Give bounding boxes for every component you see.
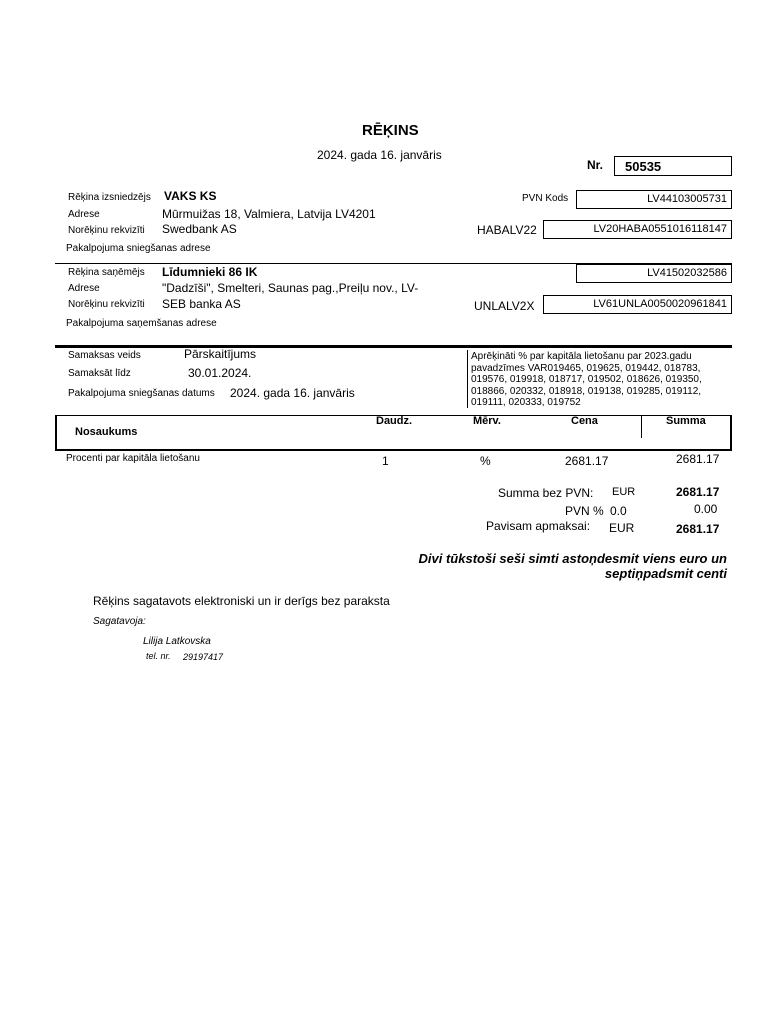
- row-sum: 2681.17: [676, 452, 720, 466]
- row-unit: %: [480, 454, 491, 468]
- note-divider: [467, 350, 468, 408]
- issuer-name: VAKS KS: [164, 189, 217, 203]
- receiver-bank-label: Norēķinu rekvizīti: [68, 299, 145, 310]
- tel-number: 29197417: [183, 652, 224, 662]
- issuer-iban: LV20HABA0551016118147: [593, 223, 727, 235]
- issuer-vat-code: LV44103005731: [647, 193, 727, 205]
- vat-rate: 0.0: [610, 504, 627, 518]
- tel-label: tel. nr.: [146, 651, 171, 661]
- invoice-number: 50535: [625, 159, 662, 174]
- vat-rate-label: PVN %: [565, 504, 604, 518]
- due-date: 30.01.2024.: [188, 366, 252, 380]
- receiver-bank: SEB banka AS: [162, 297, 241, 311]
- row-name: Procenti par kapitāla lietošanu: [66, 453, 200, 464]
- receiver-iban: LV61UNLA0050020961841: [593, 298, 727, 310]
- issuer-iban-box: [543, 220, 732, 239]
- payment-note-line: 019576, 019918, 018717, 019502, 018626, 019350,: [471, 374, 702, 385]
- receiver-address-label: Adrese: [68, 283, 100, 294]
- payment-method: Pārskaitījums: [184, 347, 257, 361]
- invoice-title: RĒĶINS: [362, 122, 419, 139]
- table-header: [55, 415, 732, 451]
- prepared-by: Lilija Latkovska: [143, 636, 211, 647]
- thick-divider: [55, 345, 732, 348]
- issuer-swift: HABALV22: [477, 223, 537, 237]
- payment-note-line: 018866, 020332, 018918, 019138, 019285, 019112,: [471, 385, 702, 397]
- issuer-address: Mūrmuižas 18, Valmiera, Latvija LV4201: [162, 207, 376, 221]
- total-currency: EUR: [609, 521, 635, 535]
- issuer-vat-box: [576, 190, 732, 209]
- receiver-address: "Dadzīši", Smelteri, Saunas pag.,Preiļu nov., LV-: [162, 281, 419, 295]
- issuer-address-label: Adrese: [68, 209, 100, 220]
- payment-note: [471, 351, 702, 409]
- receiver-label: Rēķina saņēmējs: [68, 267, 145, 278]
- subtotal-currency: EUR: [612, 486, 636, 498]
- row-qty: 1: [382, 454, 389, 468]
- receiver-vat-code: LV41502032586: [647, 267, 727, 279]
- vat-amount: 0.00: [694, 502, 718, 516]
- invoice-date: 2024. gada 16. janvāris: [317, 148, 442, 162]
- invoice-number-label: Nr.: [587, 158, 604, 172]
- prepared-label: Sagatavoja:: [93, 616, 146, 627]
- row-price: 2681.17: [565, 454, 609, 468]
- col-header-price: Cena: [571, 415, 598, 427]
- service-date-label: Pakalpojuma sniegšanas datums: [68, 388, 215, 399]
- receiver-service-address-label: Pakalpojuma saņemšanas adrese: [66, 318, 217, 329]
- receiver-vat-box: [576, 264, 732, 283]
- subtotal-value: 2681.17: [676, 485, 720, 499]
- issuer-service-address-label: Pakalpojuma sniegšanas adrese: [66, 243, 211, 254]
- col-header-qty: Daudz.: [376, 415, 413, 427]
- total-value: 2681.17: [676, 522, 720, 536]
- col-header-name: Nosaukums: [75, 426, 138, 438]
- total-in-words: [419, 551, 727, 581]
- due-date-label: Samaksāt līdz: [68, 368, 131, 379]
- payment-note-line: pavadzīmes VAR019465, 019625, 019442, 018783,: [471, 362, 701, 374]
- col-divider: [641, 416, 642, 438]
- total-in-words-line: septiņpadsmit centi: [604, 566, 727, 581]
- electronic-note: Rēķins sagatavots elektroniski un ir derīgs bez paraksta: [93, 594, 390, 608]
- issuer-bank: Swedbank AS: [162, 222, 237, 236]
- col-header-unit: Mērv.: [473, 415, 501, 427]
- invoice-number-box: [614, 156, 732, 176]
- total-label: Pavisam apmaksai:: [486, 519, 591, 533]
- payment-method-label: Samaksas veids: [68, 350, 141, 361]
- receiver-name: Līdumnieki 86 IK: [162, 265, 258, 279]
- total-in-words-line: Divi tūkstoši seši simti astoņdesmit viens euro un: [418, 551, 727, 566]
- subtotal-label: Summa bez PVN:: [498, 486, 594, 500]
- payment-note-line: Aprēķināti % par kapitāla lietošanu par 2023.gadu: [471, 351, 692, 362]
- issuer-label: Rēķina izsniedzējs: [68, 192, 151, 203]
- service-date: 2024. gada 16. janvāris: [230, 386, 355, 400]
- receiver-iban-box: [543, 295, 732, 314]
- issuer-bank-label: Norēķinu rekvizīti: [68, 225, 145, 236]
- payment-note-line: 019111, 020333, 019752: [471, 397, 581, 408]
- vat-code-label: PVN Kods: [522, 193, 569, 204]
- col-header-sum: Summa: [666, 415, 706, 427]
- receiver-swift: UNLALV2X: [474, 299, 535, 313]
